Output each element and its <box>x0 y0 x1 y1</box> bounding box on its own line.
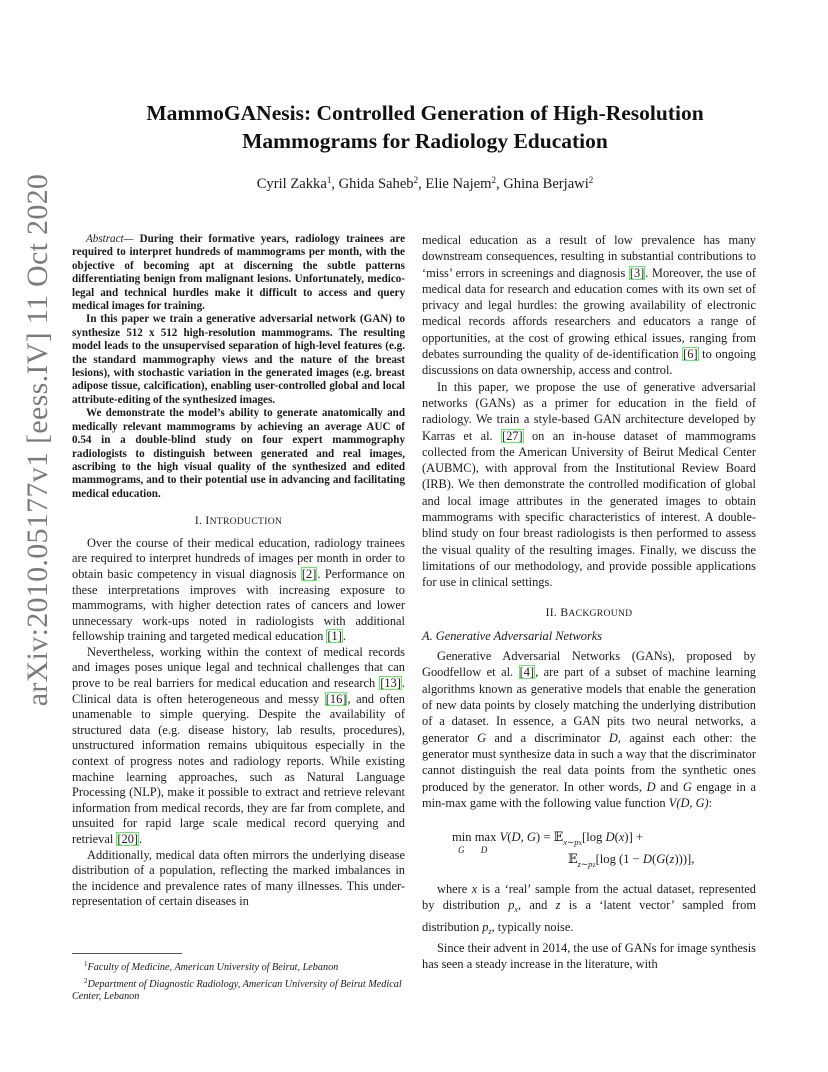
affiliation-mark: 2 <box>491 175 496 185</box>
intro-paragraph: Nevertheless, working within the context of medical records and images poses unique legal and technical challenges that can prove to be real barriers for medical education and research [13]. Clinical data is often heterogeneous and messy [16], and often unamenable to simple querying. Despite the availability of structured data (e.g. disease history, lab results, procedures), unstructured information remains ubiquitous especially in the context of progress notes and radiology reports. While existing machine learning approaches, such as Natural Language Processing (NLP), make it possible to extract and retrieve relevant information from medical records, they are far from complete, and unsuited for rapid large scale medical record querying and retrieval [20]. <box>72 644 405 846</box>
author-list: Cyril Zakka$^1$, Ghida Saheb$^2$, Elie Najem$^2$, Ghina Berjawi$^2$ <box>256 175 594 192</box>
abstract-text-3: We demonstrate the model’s ability to generate anatomically and medically relevant mammograms by achieving an average AUC of 0.54 in a double-blind study on four expert mammography radiologists to distinguish between generated and real images, ascribing to the high visual quality of the synthesized and edited mammograms, and to their potential use in advancing and facilitating medical education. <box>72 407 405 500</box>
author-name: Ghida Saheb <box>338 176 414 192</box>
intro-paragraph: Additionally, medical data often mirrors the underlying disease distribution of a population, reflecting the marked imbalances in the incidence and prevalence rates of many illnesses. This under-representation of certain diseases in <box>72 847 405 909</box>
citation-link[interactable]: [16] <box>325 691 347 706</box>
abstract-text-1: During their formative years, radiology trainees are required to interpret hundreds of mammograms per month, with the objective of becoming apt at discerning the subtle patterns differentiating benign from malignant lesions. Unfortunately, medico-legal and technical hurdles make it difficult to access and query medical images for training. <box>72 233 406 313</box>
footnote-affiliation-1: $^1$Faculty of Medicine, American University of Beirut, Lebanon <box>84 960 339 973</box>
footnotes <box>72 958 405 1004</box>
citation-link[interactable]: [6] <box>683 347 698 362</box>
citation-link[interactable]: [13] <box>380 676 401 691</box>
affiliation-mark: 1 <box>326 175 332 185</box>
arxiv-identifier-stamp <box>16 173 60 707</box>
footnote-affiliation-2: $^2$Department of Diagnostic Radiology, American University of Beirut Medical Center, Lebanon <box>72 976 402 1003</box>
footnote-rule <box>72 953 182 954</box>
citation-link[interactable]: [27] <box>502 428 523 443</box>
author-name: Ghina Berjawi <box>503 176 589 192</box>
author-name: Elie Najem <box>425 176 492 192</box>
value-function-equation: min G max D V(D, G) = 𝔼$_{x\sim px}$[log D(x)] + 𝔼$_{z\sim pz}$[log (1 − D(G(z)))], <box>452 830 695 870</box>
body-paragraph: medical education as a result of low prevalence has many downstream consequences, resulting in substantial contributions to ‘miss’ errors in screenings and diagnosis [3]. Moreover, the use of medical data for research and education comes with its own set of privacy and legal hurdles: the growing availability of electronic medical records affords researchers and educators a range of opportunities, at the cost of growing ethical issues, ranging from debates surrounding the quality of de-identification [6] to ongoing discussions on data ownership, access and control. <box>422 233 756 378</box>
affiliation-mark: 2 <box>413 175 419 185</box>
body-paragraph: Generative Adversarial Networks (GANs), proposed by Goodfellow et al. [4], are part of a subset of machine learning algorithms known as generative models that enable the generation of new data points by closely matching the underlying distribution of a dataset. In essence, a GAN pits two neural networks, a generator G and a discriminator D, against each other: the generator must synthesize data in such a way that the discriminator cannot distinguish the real data points from the synthetic ones produced by the generator. In other words, D and G engage in a min-max game with the following value function V(D, G): <box>422 649 757 810</box>
abstract-paragraph <box>72 407 405 501</box>
paper-title: MammoGANesis: Controlled Generation of High-Resolution Mammograms for Radiology Education <box>146 101 704 153</box>
citation-link[interactable]: [1] <box>327 629 342 644</box>
abstract-paragraph <box>72 313 405 407</box>
affiliation-mark: 2 <box>588 175 594 185</box>
arxiv-identifier-text: arXiv:2010.05177v1 [eess.IV] 11 Oct 2020 <box>21 173 54 707</box>
body-paragraph: where x is a ‘real’ sample from the actual dataset, represented by distribution $p_x$, and z is a ‘latent vector’ sampled from distribution $p_z$, typically noise. <box>422 882 756 936</box>
citation-link[interactable]: [4] <box>519 665 535 680</box>
citation-link[interactable]: [2] <box>301 566 317 581</box>
abstract-paragraph: Abstract— During their formative years, radiology trainees are required to interpret hundreds of mammograms per month, with the objective of becoming apt at discerning the subtle patterns differentiating benign from malignant lesions. Unfortunately, medico-legal and technical hurdles make it difficult to access and query medical images for training. <box>72 233 406 313</box>
section-heading-introduction: I. INTRODUCTION <box>194 514 283 528</box>
author-name: Cyril Zakka <box>256 176 327 192</box>
intro-paragraph: Over the course of their medical education, radiology trainees are required to interpret hundreds of images per month in order to obtain basic competency in visual diagnosis [2]. Performance on these interpretations improves with increasing exposure to mammograms, with higher detection rates of cancers and lower unnecessary work-ups noted in radiologists with additional fellowship training and targeted medical education [1]. <box>72 535 405 644</box>
left-column <box>72 233 405 910</box>
section-heading-background: II. BACKGROUND <box>545 605 633 619</box>
abstract-label: Abstract <box>86 233 124 245</box>
abstract-text-2: In this paper we train a generative adversarial network (GAN) to synthesize 512 x 512 high-resolution mammograms. The resulting model leads to the unsupervised separation of high-level features (e.g. the standard mammography views and the nature of the breast lesions), with stochastic variation in the generated images (e.g. breast adipose tissue, calcification), enabling user-controlled global and local attribute-editing of the synthesized images. <box>72 313 405 406</box>
body-paragraph: Since their advent in 2014, the use of GANs for image synthesis has seen a steady increase in the literature, with <box>422 940 756 972</box>
subsection-heading-gan: A. Generative Adversarial Networks <box>422 628 603 643</box>
right-column <box>422 232 756 973</box>
citation-link[interactable]: [3] <box>629 265 645 280</box>
citation-link[interactable]: [20] <box>117 832 139 846</box>
body-paragraph: In this paper, we propose the use of generative adversarial networks (GANs) as a primer for education in the field of radiology. We train a style-based GAN architecture developed by Karras et al. [27] on an in-house dataset of mammograms collected from the American University of Beirut Medical Center (AUBMC), with approval from the Institutional Review Board (IRB). We then demonstrate the controlled modification of global and local image attributes in the generated images to obtain mammograms with specific characteristics of interest. A double-blind study on four breast radiologists is then performed to assess the visual quality of the resulting images. Finally, we discuss the limitations of our methodology, and provide possible applications for use in clinical settings. <box>422 379 756 590</box>
